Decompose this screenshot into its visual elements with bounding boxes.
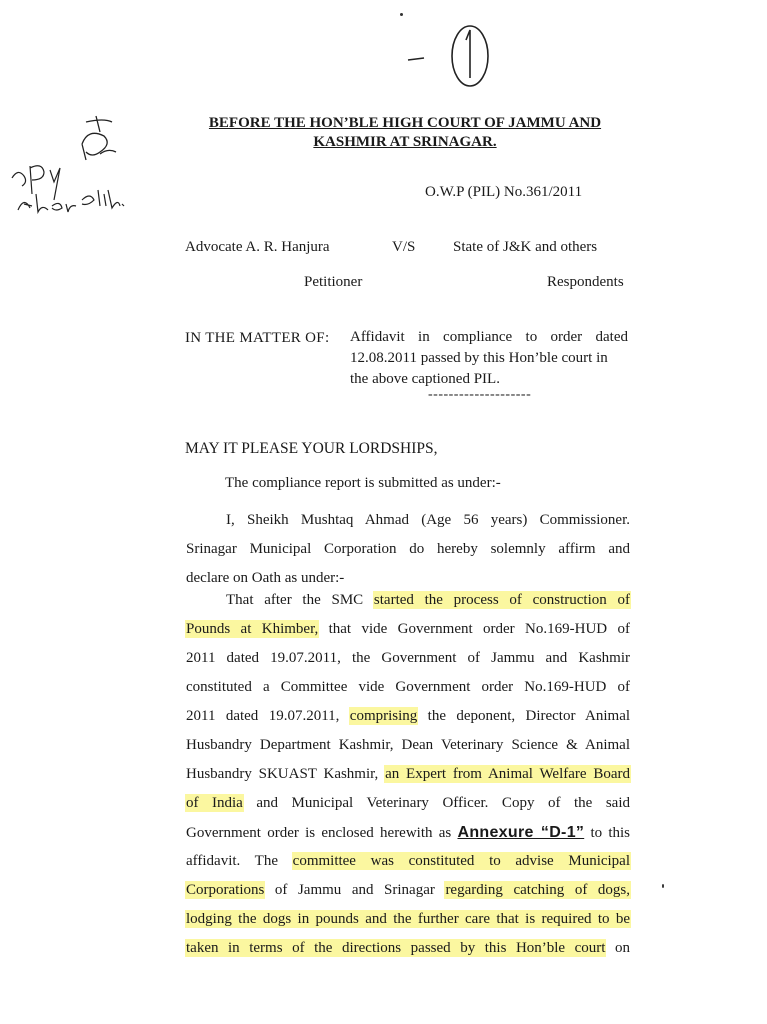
matter-description [350,327,628,390]
respondent-name: State of J&K and others [453,239,598,255]
matter-label: IN THE MATTER OF: [185,330,330,346]
highlighted-text: Corporations [186,882,265,898]
text-run: of Jammu and Srinagar [274,882,435,898]
highlighted-text: lodging the dogs in pounds and the further care that is required to be [186,911,630,927]
text-run: affidavit. The [186,853,278,869]
matter-line-1: Affidavit in compliance to order dated [350,329,628,345]
paragraph-committee [186,586,630,963]
text-run: That after the SMC [226,592,364,608]
paragraph-line [186,876,630,905]
court-title-line-2: KASHMIR AT SRINAGAR. [313,134,497,150]
paragraph-line [186,818,630,847]
highlighted-text: of India [186,795,243,811]
paragraph-line [186,615,630,644]
handwritten-page-number [404,18,494,93]
highlighted-text: committee was constituted to advise Municipal [292,853,631,869]
respondent-role: Respondents [547,274,624,290]
paragraph-line [186,702,630,731]
paragraph-line [186,934,630,963]
separator-line: -------------------- [428,387,532,402]
paragraph-line: 2011 dated 19.07.2011, the Government of Jammu and Kashmir [186,650,630,666]
petitioner-name: Advocate A. R. Hanjura [185,239,330,255]
highlighted-text: Pounds at Khimber, [186,621,319,637]
paragraph-line: Srinagar Municipal Corporation do hereby solemnly affirm and [186,541,630,557]
paragraph-line: Husbandry Department Kashmir, Dean Veterinary Science & Animal [186,737,630,753]
intro-text: The compliance report is submitted as under:- [225,475,501,491]
text-run: on [615,940,630,956]
text-run: 2011 dated 19.07.2011, [186,708,340,724]
annexure-reference: Annexure “D-1” [457,824,585,841]
paragraph-line [186,760,630,789]
text-run: that vide Government order No.169-HUD of [328,621,630,637]
handwritten-margin-note [8,108,133,223]
matter-line-3: the above captioned PIL. [350,371,500,387]
paragraph-line [186,847,630,876]
text-run: to this [590,825,631,841]
text-run: Government order is enclosed herewith as [186,825,452,841]
court-title-line-1: BEFORE THE HON’BLE HIGH COURT OF JAMMU AND [208,115,602,131]
ink-speck [400,13,403,16]
paragraph-line [186,905,630,934]
matter-line-2: 12.08.2011 passed by this Hon’ble court in [350,350,608,366]
paragraph-line [186,789,630,818]
highlighted-text: an Expert from Animal Welfare Board [385,766,630,782]
court-title [190,114,620,152]
versus-label: V/S [392,239,416,255]
paragraph-line: I, Sheikh Mushtaq Ahmad (Age 56 years) Commissioner. [226,512,630,528]
salutation: MAY IT PLEASE YOUR LORDSHIPS, [185,440,438,457]
paragraph-line: constituted a Committee vide Government order No.169-HUD of [186,679,630,695]
highlighted-text: comprising [349,708,418,724]
highlighted-text: taken in terms of the directions passed by this Hon’ble court [186,940,606,956]
highlighted-text: regarding catching of dogs, [445,882,630,898]
paragraph-deponent [186,506,630,593]
paragraph-line: declare on Oath as under:- [186,570,345,586]
paragraph-line [186,586,630,615]
text-run: and Municipal Veterinary Officer. Copy of the said [256,795,630,811]
text-run: the deponent, Director Animal [427,708,631,724]
text-run: Husbandry SKUAST Kashmir, [186,766,379,782]
ink-speck [662,884,664,888]
highlighted-text: started the process of construction of [373,592,630,608]
case-number: O.W.P (PIL) No.361/2011 [425,184,583,200]
petitioner-role: Petitioner [304,274,363,290]
